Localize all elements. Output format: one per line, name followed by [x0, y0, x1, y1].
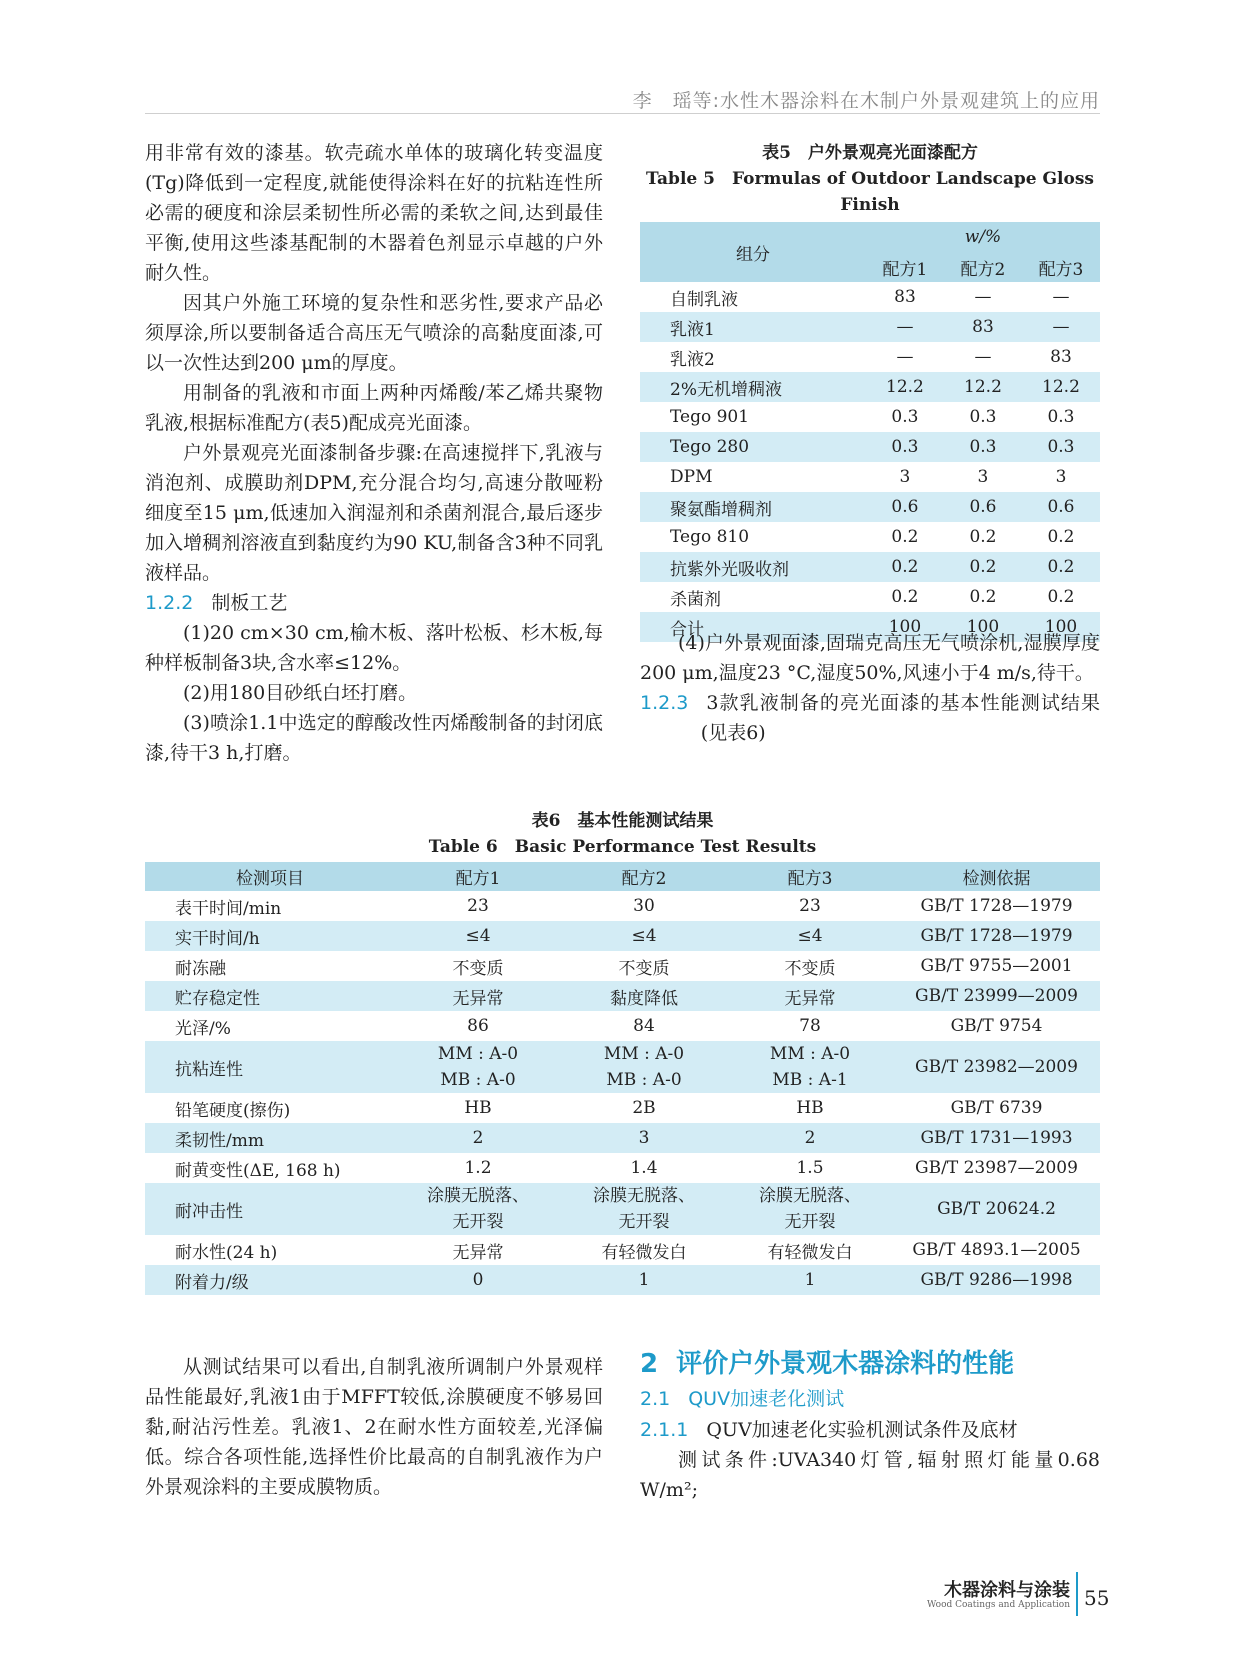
table6-cell: ≤4 [395, 921, 561, 951]
table5-head-unit: w/% [866, 222, 1100, 252]
cell-line: 无开裂 [452, 1212, 504, 1232]
cell-text [399, 1041, 557, 1093]
section-heading [640, 688, 1100, 748]
right-column [640, 628, 1100, 748]
table5-cell: 100 [944, 612, 1022, 642]
table5-cell: 0.3 [1047, 407, 1075, 427]
table5-cell: 0.2 [969, 587, 997, 607]
table6-standard: GB/T 20624.2 [893, 1183, 1100, 1235]
table5-cell: 0.2 [969, 527, 997, 547]
table6-standard: GB/T 4893.1—2005 [912, 1240, 1081, 1260]
table6-cell: HB [796, 1098, 824, 1118]
table6-cell: 不变质 [784, 958, 836, 979]
table6-cell: 1 [727, 1265, 893, 1295]
cell-text [565, 1183, 723, 1235]
table5-row-name: 自制乳液 [670, 289, 738, 310]
table-row [640, 582, 1100, 612]
table5-head-component: 组分 [640, 222, 866, 282]
table6-row-name: 耐水性(24 h) [175, 1242, 278, 1263]
table-row [145, 1123, 1100, 1153]
table6-cell: 无异常 [452, 1242, 504, 1263]
table6-cell [561, 1041, 727, 1093]
table5-cell: 0.2 [866, 552, 944, 582]
table6-col-head: 检测项目 [145, 862, 395, 891]
table5-cell: 0.6 [866, 492, 944, 522]
table5-cell: 0.2 [1047, 587, 1075, 607]
table6-cell: 1 [561, 1265, 727, 1295]
table6-cell: 有轻微发白 [601, 1242, 687, 1263]
left-column [145, 138, 603, 768]
table6-cell: HB [464, 1098, 492, 1118]
table6-standard: GB/T 9754 [950, 1016, 1043, 1036]
table6-cell [395, 1041, 561, 1093]
heading-number: 2.1.1 [640, 1419, 689, 1441]
paragraph: (2)用180目砂纸白坯打磨。 [183, 682, 418, 704]
paragraph: 测试条件:UVA340灯管,辐射照灯能量0.68 W/m²; [640, 1449, 1100, 1501]
section-title: 3款乳液制备的亮光面漆的基本性能测试结果(见表6) [700, 692, 1100, 744]
table6-standard: GB/T 23987—2009 [915, 1158, 1078, 1178]
footer-bar [1076, 1572, 1078, 1616]
cell-line: 无开裂 [618, 1212, 670, 1232]
table5-cell: — [1052, 287, 1070, 307]
table5-cell: 83 [944, 312, 1022, 342]
table6-col-head: 配方1 [395, 862, 561, 891]
paragraph: 因其户外施工环境的复杂性和恶劣性,要求产品必须厚涂,所以要制备适合高压无气喷涂的高黏度面漆,可以一次性达到200 μm的厚度。 [145, 292, 603, 374]
table6-col-head: 配方2 [561, 862, 727, 891]
table5-cell: 0.2 [944, 552, 1022, 582]
table6-cell: 1.4 [630, 1158, 658, 1178]
table6-cell: 84 [633, 1016, 655, 1036]
paragraph: (1)20 cm×30 cm,榆木板、落叶松板、杉木板,每种样板制备3块,含水率≤12%。 [145, 622, 603, 674]
table6-row-name: 表干时间/min [175, 898, 282, 919]
table5-cell: 3 [899, 467, 911, 487]
running-header: 李 瑶等:水性木器涂料在木制户外景观建筑上的应用 [632, 90, 1100, 112]
section-title: 制板工艺 [211, 592, 288, 614]
table5-cell: 0.3 [866, 432, 944, 462]
table5-cell: 0.3 [891, 407, 919, 427]
table6-row-name: 柔韧性/mm [145, 1123, 395, 1153]
table6-row-name: 耐黄变性(ΔE, 168 h) [175, 1160, 341, 1181]
cell-line: MB : A-0 [606, 1070, 682, 1090]
table6-cell [727, 1183, 893, 1235]
table5-row-name: 合计 [640, 612, 866, 642]
cell-line: 涂膜无脱落、 [427, 1186, 529, 1206]
table5-row-name: 乳液1 [640, 312, 866, 342]
table6-cell [561, 1183, 727, 1235]
table5-cell: — [896, 347, 914, 367]
table6-row-name: 抗粘连性 [145, 1041, 395, 1093]
table-row [145, 951, 1100, 981]
table6-standard: GB/T 1731—1993 [893, 1123, 1100, 1153]
heading-title: QUV加速老化测试 [688, 1388, 845, 1410]
table-row [640, 342, 1100, 372]
table5-cell: 12.2 [866, 372, 944, 402]
cell-text [565, 1041, 723, 1093]
table5-row-name: Tego 901 [670, 407, 750, 427]
table-row [640, 312, 1100, 342]
table5-cell: 0.3 [944, 432, 1022, 462]
table5-row-name: Tego 280 [640, 432, 866, 462]
table-row [145, 1265, 1100, 1295]
table5-cell: 3 [977, 467, 989, 487]
page-number: 55 [1084, 1586, 1110, 1610]
table5-cell: 100 [1022, 612, 1100, 642]
table6-row-name: 耐冲击性 [145, 1183, 395, 1235]
table-row [640, 282, 1100, 312]
table-row [640, 432, 1100, 462]
table6-cell: 23 [799, 896, 821, 916]
section-number: 1.2.3 [640, 692, 689, 714]
table5-cell: — [974, 347, 992, 367]
table5-cell: 83 [1050, 347, 1072, 367]
table6-standard: GB/T 23982—2009 [893, 1041, 1100, 1093]
table-row [145, 1153, 1100, 1183]
table6-cell [727, 1041, 893, 1093]
table5-cell: 0.6 [944, 492, 1022, 522]
paragraph: 用非常有效的漆基。软壳疏水单体的玻璃化转变温度(Tg)降低到一定程度,就能使得涂料在好的抗粘连性所必需的硬度和涂层柔韧性所必需的柔软之间,达到最佳平衡,使用这些漆基配制的木器着色剂显示卓越的户外耐久性。 [145, 142, 603, 284]
section-number: 1.2.2 [145, 592, 194, 614]
table6-cell: 有轻微发白 [767, 1242, 853, 1263]
cell-text [399, 1183, 557, 1235]
table6-cell: 78 [799, 1016, 821, 1036]
table6-cell: 1.2 [464, 1158, 492, 1178]
table6-standard: GB/T 9286—1998 [893, 1265, 1100, 1295]
journal-name-en: Wood Coatings and Application [927, 1600, 1070, 1610]
cell-line: MB : A-0 [440, 1070, 516, 1090]
paragraph: 户外景观亮光面漆制备步骤:在高速搅拌下,乳液与消泡剂、成膜助剂DPM,充分混合均匀,高速分散哑粉细度至15 μm,低速加入润湿剂和杀菌剂混合,最后逐步加入增稠剂溶液直到黏度约为90 KU,制备含3种不同乳液样品。 [145, 442, 603, 584]
table6-cell: 2 [395, 1123, 561, 1153]
table5-cell: 0.2 [1047, 527, 1075, 547]
table6-cell: ≤4 [561, 921, 727, 951]
table5-col-head: 配方3 [1022, 252, 1100, 282]
table6-head [145, 862, 1100, 891]
table6-cell: 无异常 [727, 981, 893, 1011]
table5-cell: — [1022, 312, 1100, 342]
heading-number: 2.1 [640, 1388, 671, 1410]
table-row [640, 492, 1100, 522]
section-heading [145, 588, 603, 618]
table6-col-head: 配方3 [727, 862, 893, 891]
table6-col-head: 检测依据 [893, 862, 1100, 891]
table5-row-name: 乳液2 [670, 349, 715, 370]
table6-cell: 黏度降低 [561, 981, 727, 1011]
table-row [145, 1235, 1100, 1265]
table6-standard: GB/T 6739 [950, 1098, 1043, 1118]
table-row [145, 1011, 1100, 1041]
journal-name-cn: 木器涂料与涂装 [944, 1580, 1070, 1601]
table5-row-name: 抗紫外光吸收剂 [640, 552, 866, 582]
paragraph: (3)喷涂1.1中选定的醇酸改性丙烯酸制备的封闭底漆,待干3 h,打磨。 [145, 712, 603, 764]
table5-cell: 0.2 [891, 587, 919, 607]
heading-title: 评价户外景观木器涂料的性能 [676, 1349, 1015, 1379]
table6-cell: 不变质 [618, 958, 670, 979]
paragraph: (4)户外景观面漆,固瑞克高压无气喷涂机,湿膜厚度200 μm,温度23 °C,湿度50%,风速小于4 m/s,待干。 [640, 632, 1100, 684]
table6-caption-en: Table 6 Basic Performance Test Results [428, 837, 817, 857]
table6-cell: 3 [561, 1123, 727, 1153]
table5-cell: 0.3 [969, 407, 997, 427]
table5-cell: — [866, 312, 944, 342]
table6-standard: GB/T 1728—1979 [920, 896, 1073, 916]
table-row [640, 462, 1100, 492]
table5-caption-cn: 表5 户外景观亮光面漆配方 [762, 143, 978, 163]
cell-text [731, 1041, 889, 1093]
table5-cell: 100 [866, 612, 944, 642]
header-rule [145, 113, 1100, 114]
table6-row-name: 耐冻融 [175, 958, 226, 979]
table5-cell: 0.6 [1022, 492, 1100, 522]
paragraph: 用制备的乳液和市面上两种丙烯酸/苯乙烯共聚物乳液,根据标准配方(表5)配成亮光面漆。 [145, 382, 603, 434]
table6-cell: 2 [727, 1123, 893, 1153]
table6-standard: GB/T 9755—2001 [920, 956, 1073, 976]
cell-line: MM : A-0 [603, 1044, 685, 1064]
table5-row-name: 2%无机增稠液 [640, 372, 866, 402]
table6-row-name: 附着力/级 [145, 1265, 395, 1295]
table6-row-name: 光泽/% [175, 1018, 231, 1039]
table6-cell: ≤4 [727, 921, 893, 951]
cell-text [731, 1183, 889, 1235]
table5-block [640, 140, 1100, 642]
table5-cell: — [974, 287, 992, 307]
table-row [145, 1093, 1100, 1123]
cell-line: MM : A-0 [437, 1044, 519, 1064]
table5-cell: 12.2 [944, 372, 1022, 402]
table5-cell: 0.2 [891, 527, 919, 547]
table5-row-name: 聚氨酯增稠剂 [640, 492, 866, 522]
table6-caption-cn: 表6 基本性能测试结果 [531, 811, 714, 831]
table5-caption-en: Table 5 Formulas of Outdoor Landscape Gloss Finish [646, 169, 1094, 215]
table6-cell: 2B [632, 1098, 656, 1118]
table6-cell [395, 1183, 561, 1235]
cell-line: MB : A-1 [772, 1070, 848, 1090]
cell-line: 涂膜无脱落、 [759, 1186, 861, 1206]
heading-level4 [640, 1415, 1100, 1445]
table5-col-head: 配方1 [866, 252, 944, 282]
heading-number: 2 [640, 1349, 659, 1379]
table6-cell: 不变质 [452, 958, 504, 979]
heading-level3 [640, 1383, 1100, 1415]
table6-row-name: 实干时间/h [145, 921, 395, 951]
table6-cell: 30 [633, 896, 655, 916]
table-row [145, 1183, 1100, 1235]
table6-cell: 1.5 [796, 1158, 824, 1178]
table6-standard: GB/T 1728—1979 [893, 921, 1100, 951]
table6-cell: 0 [395, 1265, 561, 1295]
table6-row-name: 铅笔硬度(擦伤) [175, 1100, 291, 1121]
table-row [145, 981, 1100, 1011]
table6-cell: 无异常 [395, 981, 561, 1011]
cell-line: 涂膜无脱落、 [593, 1186, 695, 1206]
table5-cell: 0.2 [1022, 552, 1100, 582]
table-row [640, 522, 1100, 552]
table6 [145, 862, 1100, 1295]
heading-title: QUV加速老化实验机测试条件及底材 [706, 1419, 1018, 1441]
heading-level2 [640, 1345, 1100, 1383]
table5-body [640, 282, 1100, 642]
bottom-right-column [640, 1345, 1100, 1505]
paragraph: 从测试结果可以看出,自制乳液所调制户外景观样品性能最好,乳液1由于MFFT较低,涂膜硬度不够易回黏,耐沾污性差。乳液1、2在耐水性方面较差,光泽偏低。综合各项性能,选择性价比最高的自制乳液作为户外景观涂料的主要成膜物质。 [145, 1356, 603, 1498]
table5-cell: 0.3 [1022, 432, 1100, 462]
table-row [640, 402, 1100, 432]
bottom-left-column [145, 1352, 603, 1502]
table5-cell: 3 [1055, 467, 1067, 487]
table6-row-name: 贮存稳定性 [145, 981, 395, 1011]
table5-col-head: 配方2 [944, 252, 1022, 282]
table6-block [145, 808, 1100, 1295]
table6-cell: 23 [467, 896, 489, 916]
table5 [640, 222, 1100, 642]
table5-cell: 83 [894, 287, 916, 307]
table-row [145, 1041, 1100, 1093]
table6-standard: GB/T 23999—2009 [893, 981, 1100, 1011]
table-row [640, 372, 1100, 402]
table5-row-name: Tego 810 [670, 527, 750, 547]
cell-line: MM : A-0 [769, 1044, 851, 1064]
table-row [145, 921, 1100, 951]
table-row [640, 552, 1100, 582]
cell-line: 无开裂 [784, 1212, 836, 1232]
table5-row-name: 杀菌剂 [670, 589, 721, 610]
table5-row-name: DPM [670, 467, 713, 487]
table5-cell: 12.2 [1022, 372, 1100, 402]
table6-body [145, 891, 1100, 1295]
table-row [145, 891, 1100, 921]
table6-cell: 86 [467, 1016, 489, 1036]
